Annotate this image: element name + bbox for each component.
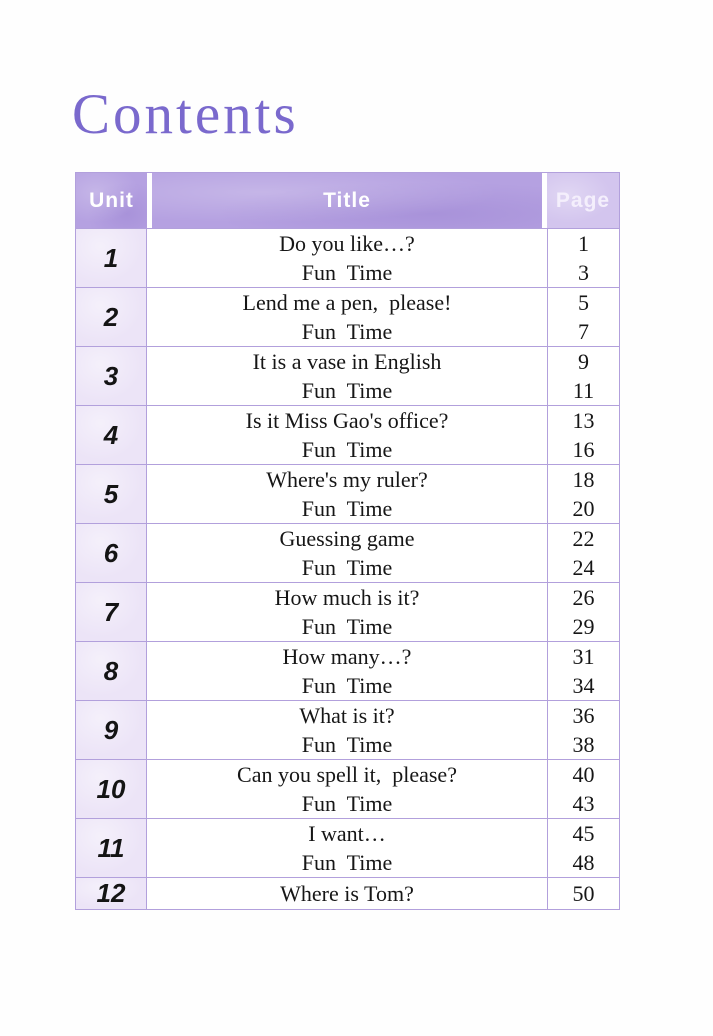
page-number: 43: [572, 790, 595, 816]
fun-time-label: Fun Time: [301, 318, 393, 344]
table-rows: [76, 228, 619, 909]
page-number: 24: [572, 554, 595, 580]
table-row: [76, 641, 619, 700]
page-cell: [547, 878, 619, 909]
page-number: 3: [578, 259, 589, 285]
unit-number: 11: [76, 819, 147, 877]
page-cell: [547, 583, 619, 641]
title-cell: [147, 760, 547, 818]
lesson-title: How many…?: [282, 643, 412, 669]
title-cell: [147, 642, 547, 700]
page-number: 34: [572, 672, 595, 698]
unit-number: 2: [76, 288, 147, 346]
unit-number: 9: [76, 701, 147, 759]
lesson-title: Can you spell it, please?: [237, 761, 457, 787]
lesson-title: Guessing game: [279, 525, 415, 551]
page-cell: [547, 524, 619, 582]
page-number: 45: [572, 820, 595, 846]
table-row: [76, 464, 619, 523]
lesson-title: Do you like…?: [279, 230, 415, 256]
page-cell: [547, 642, 619, 700]
table-row: [76, 287, 619, 346]
lesson-title: What is it?: [299, 702, 395, 728]
page-number: 50: [572, 880, 595, 906]
lesson-title: It is a vase in English: [252, 348, 442, 374]
table-row: [76, 582, 619, 641]
lesson-title: Where's my ruler?: [266, 466, 428, 492]
fun-time-label: Fun Time: [301, 790, 393, 816]
page-cell: [547, 406, 619, 464]
fun-time-label: Fun Time: [301, 613, 393, 639]
unit-number: 5: [76, 465, 147, 523]
unit-number: 6: [76, 524, 147, 582]
page-number: 9: [578, 348, 589, 374]
title-cell: [147, 406, 547, 464]
unit-number: 10: [76, 760, 147, 818]
header-page: Page: [547, 173, 619, 228]
table-header: [76, 173, 619, 228]
page-title: Contents: [72, 83, 299, 146]
page-number: 13: [572, 407, 595, 433]
page-number: 11: [572, 377, 595, 403]
page-number: 20: [572, 495, 595, 521]
fun-time-label: Fun Time: [301, 377, 393, 403]
table-row: [76, 818, 619, 877]
page-number: 29: [572, 613, 595, 639]
page-number: 26: [572, 584, 595, 610]
page-cell: [547, 347, 619, 405]
fun-time-label: Fun Time: [301, 495, 393, 521]
page-number: 18: [572, 466, 595, 492]
table-row: [76, 700, 619, 759]
title-cell: [147, 465, 547, 523]
table-row: [76, 759, 619, 818]
unit-number: 12: [76, 878, 147, 909]
title-cell: [147, 819, 547, 877]
page-number: 36: [572, 702, 595, 728]
unit-number: 4: [76, 406, 147, 464]
title-cell: [147, 524, 547, 582]
fun-time-label: Fun Time: [301, 672, 393, 698]
fun-time-label: Fun Time: [301, 731, 393, 757]
contents-table: [75, 172, 620, 910]
title-cell: [147, 347, 547, 405]
header-unit: Unit: [76, 173, 147, 228]
lesson-title: I want…: [308, 820, 386, 846]
lesson-title: Where is Tom?: [280, 880, 414, 906]
lesson-title: Is it Miss Gao's office?: [245, 407, 449, 433]
fun-time-label: Fun Time: [301, 259, 393, 285]
lesson-title: Lend me a pen, please!: [242, 289, 452, 315]
page-number: 16: [572, 436, 595, 462]
page-cell: [547, 229, 619, 287]
table-row: [76, 346, 619, 405]
page-cell: [547, 288, 619, 346]
page-cell: [547, 819, 619, 877]
unit-number: 1: [76, 229, 147, 287]
header-title: Title: [152, 173, 542, 228]
page-number: 1: [578, 230, 589, 256]
title-cell: [147, 288, 547, 346]
page-number: 5: [578, 289, 589, 315]
page-cell: [547, 760, 619, 818]
page-number: 22: [572, 525, 595, 551]
table-row: [76, 228, 619, 287]
page-number: 31: [572, 643, 595, 669]
lesson-title: How much is it?: [274, 584, 420, 610]
page-cell: [547, 465, 619, 523]
title-cell: [147, 878, 547, 909]
page-number: 7: [578, 318, 589, 344]
fun-time-label: Fun Time: [301, 436, 393, 462]
page-cell: [547, 701, 619, 759]
unit-number: 3: [76, 347, 147, 405]
title-cell: [147, 229, 547, 287]
table-row: [76, 523, 619, 582]
table-row: [76, 877, 619, 909]
page-number: 38: [572, 731, 595, 757]
page-number: 48: [572, 849, 595, 875]
unit-number: 7: [76, 583, 147, 641]
table-row: [76, 405, 619, 464]
title-cell: [147, 583, 547, 641]
unit-number: 8: [76, 642, 147, 700]
fun-time-label: Fun Time: [301, 849, 393, 875]
title-cell: [147, 701, 547, 759]
fun-time-label: Fun Time: [301, 554, 393, 580]
page-number: 40: [572, 761, 595, 787]
